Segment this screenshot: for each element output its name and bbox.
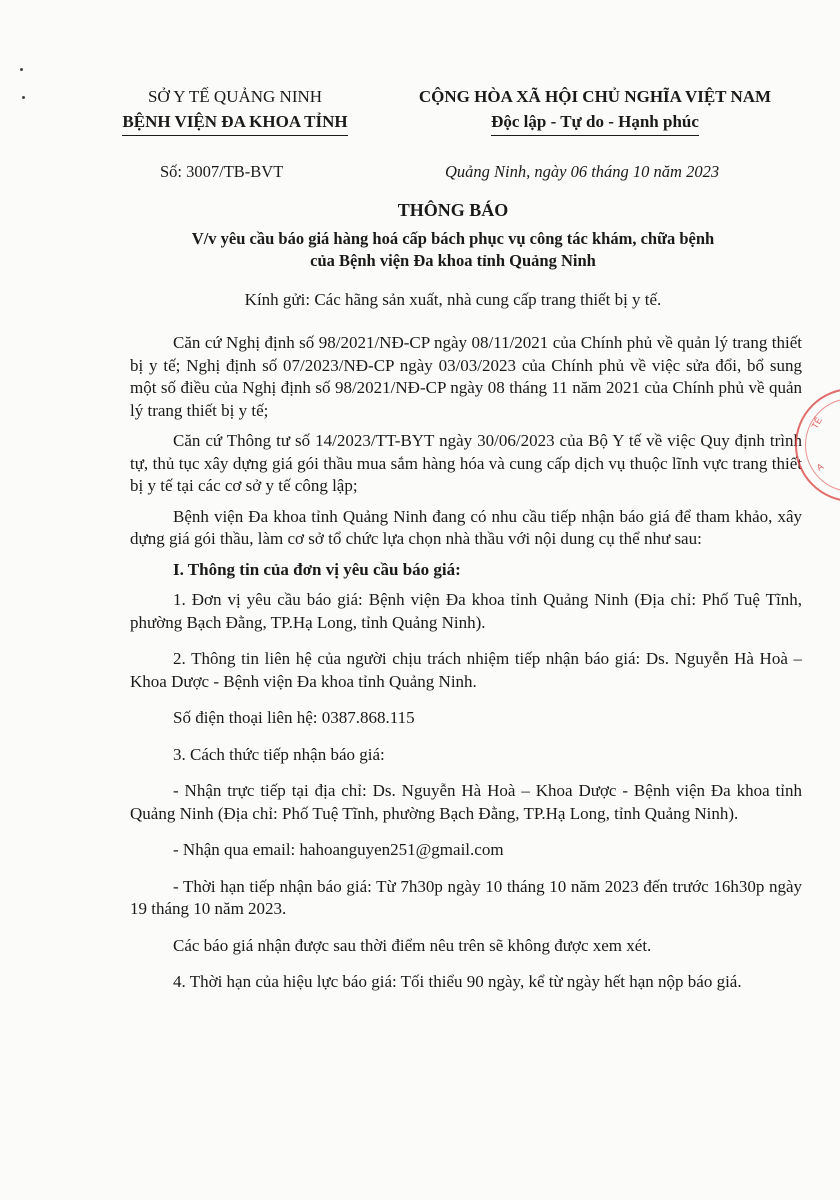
item-2: 2. Thông tin liên hệ của người chịu trách nhiệm tiếp nhận báo giá: Ds. Nguyễn Hà Hoà – Khoa Dược - Bệnh viện Đa khoa tỉnh Quảng Ninh.	[130, 649, 802, 691]
document-number: Số: 3007/TB-BVT	[160, 162, 284, 181]
scan-speck	[22, 96, 25, 99]
greeting: Kính gửi: Các hãng sản xuất, nhà cung cấp trang thiết bị y tế.	[244, 290, 662, 309]
paragraph-legal-basis-2: Căn cứ Thông tư số 14/2023/TT-BYT ngày 30/06/2023 của Bộ Y tế về việc Quy định trình tự, thủ tục xây dựng giá gói thầu mua sắm hàng hóa và cung cấp dịch vụ thuộc lĩnh vực trang thiết bị y tế tại các cơ sở y tế công lập;	[130, 431, 802, 495]
red-seal-stamp: TẾ A	[795, 388, 840, 502]
country-name: CỘNG HÒA XÃ HỘI CHỦ NGHĨA VIỆT NAM	[418, 87, 772, 106]
document-title: THÔNG BÁO	[397, 200, 509, 220]
subject-line-1: V/v yêu cầu báo giá hàng hoá cấp bách phục vụ công tác khám, chữa bệnh	[191, 229, 715, 248]
document-body	[130, 332, 802, 1008]
item-4: 4. Thời hạn của hiệu lực báo giá: Tối thiểu 90 ngày, kể từ ngày hết hạn nộp báo giá.	[173, 972, 742, 991]
scan-speck	[20, 68, 23, 71]
paragraph-legal-basis-1: Căn cứ Nghị định số 98/2021/NĐ-CP ngày 08/11/2021 của Chính phủ về quản lý trang thiết bị y tế; Nghị định số 07/2023/NĐ-CP ngày 03/03/2023 của Chính phủ về việc sửa đổi, bổ sung một số điều của Nghị định số 98/2021/NĐ-CP ngày 08 tháng 11 năm 2021 của Chính phủ về quản lý trang thiết bị y tế;	[130, 333, 802, 420]
item-1: 1. Đơn vị yêu cầu báo giá: Bệnh viện Đa khoa tỉnh Quảng Ninh (Địa chỉ: Phố Tuệ Tĩnh, phường Bạch Đằng, TP.Hạ Long, tỉnh Quảng Ninh).	[130, 590, 802, 632]
paragraph-purpose: Bệnh viện Đa khoa tỉnh Quảng Ninh đang có nhu cầu tiếp nhận báo giá để tham khảo, xây dựng giá gói thầu, làm cơ sở tổ chức lựa chọn nhà thầu với nội dung cụ thể như sau:	[130, 506, 802, 548]
motto: Độc lập - Tự do - Hạnh phúc	[491, 109, 699, 136]
section-heading-1: I. Thông tin của đơn vị yêu cầu báo giá:	[173, 559, 461, 579]
item-3a: - Nhận trực tiếp tại địa chỉ: Ds. Nguyễn Hà Hoà – Khoa Dược - Bệnh viện Đa khoa tỉnh Quảng Ninh (Địa chỉ: Phố Tuệ Tĩnh, phường Bạch Đằng, TP.Hạ Long, tỉnh Quảng Ninh).	[130, 781, 802, 823]
contact-phone: Số điện thoại liên hệ: 0387.868.115	[173, 708, 415, 727]
note: Các báo giá nhận được sau thời điểm nêu trên sẽ không được xem xét.	[173, 935, 652, 955]
subject-line-2: của Bệnh viện Đa khoa tỉnh Quảng Ninh	[310, 251, 596, 270]
item-3b-email: - Nhận qua email: hahoanguyen251@gmail.com	[173, 840, 504, 859]
issuer-hospital: BỆNH VIỆN ĐA KHOA TỈNH	[122, 109, 347, 136]
item-3c: - Thời hạn tiếp nhận báo giá: Từ 7h30p ngày 10 tháng 10 năm 2023 đến trước 16h30p ngày 19 tháng 10 năm 2023.	[130, 876, 802, 918]
issuer-department: SỞ Y TẾ QUẢNG NINH	[147, 87, 323, 106]
issuer-block	[100, 84, 370, 136]
place-date: Quảng Ninh, ngày 06 tháng 10 năm 2023	[445, 162, 720, 181]
national-motto-block	[385, 84, 805, 136]
item-3: 3. Cách thức tiếp nhận báo giá:	[173, 744, 385, 764]
document-subject	[100, 228, 806, 272]
